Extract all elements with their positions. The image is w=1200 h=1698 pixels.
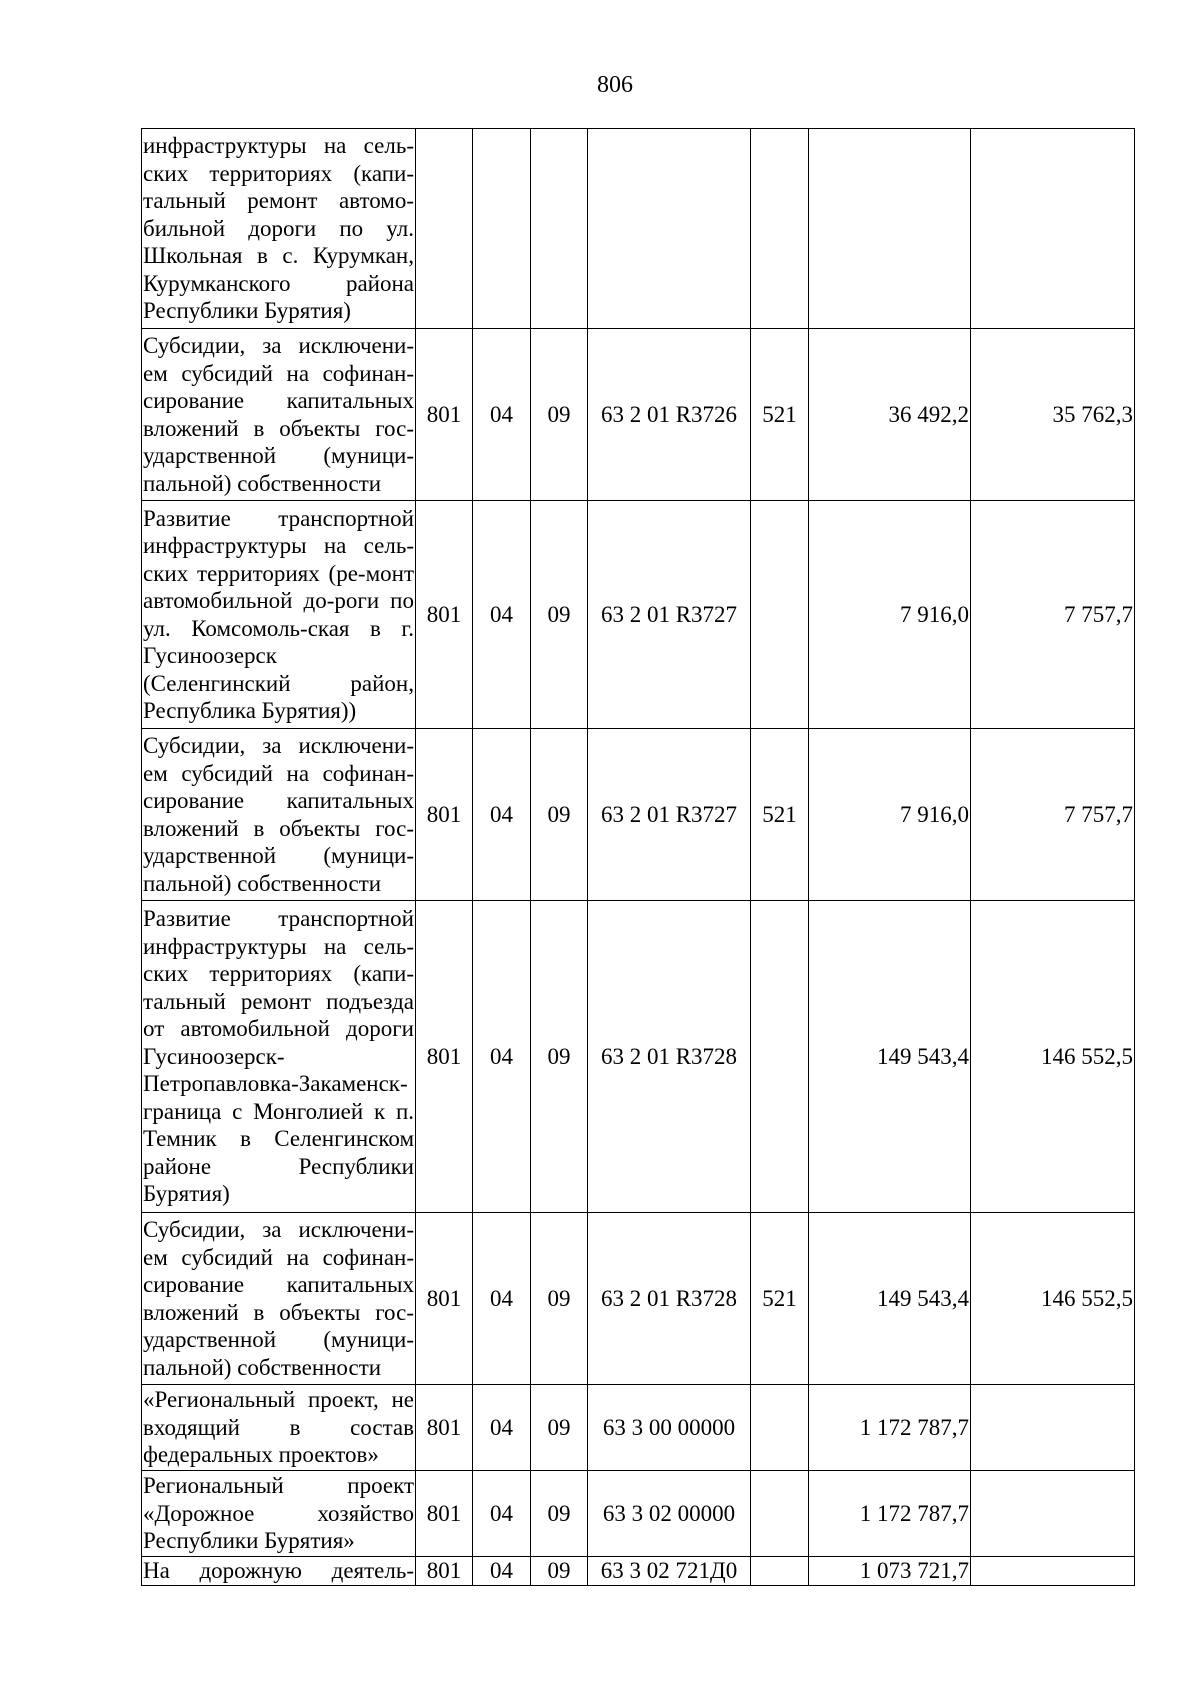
amount-year-1: 1 172 787,7 [809,1385,971,1471]
section-code: 04 [473,1471,531,1557]
expense-type-code: 521 [751,729,809,901]
section-code: 04 [473,901,531,1213]
target-article-code: 63 3 02 00000 [588,1471,751,1557]
table-row [142,501,1135,729]
table-row [142,329,1135,501]
amount-year-2: 146 552,5 [971,1213,1135,1385]
amount-year-2 [971,129,1135,329]
target-article-code: 63 2 01 R3728 [588,901,751,1213]
target-article-code: 63 2 01 R3727 [588,501,751,729]
table-row [142,1471,1135,1557]
amount-year-2 [971,1385,1135,1471]
expense-type-code [751,501,809,729]
amount-year-2: 35 762,3 [971,329,1135,501]
amount-year-1: 36 492,2 [809,329,971,501]
expense-type-code [751,1385,809,1471]
expense-type-code: 521 [751,1213,809,1385]
amount-year-1: 1 073 721,7 [809,1557,971,1586]
subsection-code: 09 [531,501,588,729]
ministry-code: 801 [416,901,473,1213]
table-row [142,1213,1135,1385]
ministry-code: 801 [416,1471,473,1557]
section-code: 04 [473,1213,531,1385]
section-code [473,129,531,329]
ministry-code: 801 [416,501,473,729]
row-description: Субсидии, за исключени-ем субсидий на софинан-сирование капитальных вложений в объекты гос-ударственной (муници-пальной) собственности [142,329,416,501]
ministry-code: 801 [416,1385,473,1471]
subsection-code [531,129,588,329]
expense-type-code [751,129,809,329]
expense-type-code [751,1557,809,1586]
section-code: 04 [473,1557,531,1586]
row-description: Субсидии, за исключени-ем субсидий на софинан-сирование капитальных вложений в объекты гос-ударственной (муници-пальной) собственности [142,1213,416,1385]
amount-year-1: 1 172 787,7 [809,1471,971,1557]
ministry-code [416,129,473,329]
subsection-code: 09 [531,1557,588,1586]
budget-table [141,128,1135,1586]
target-article-code: 63 2 01 R3727 [588,729,751,901]
row-description: «Региональный проект, не входящий в состав федеральных проектов» [142,1385,416,1471]
amount-year-2: 7 757,7 [971,501,1135,729]
subsection-code: 09 [531,1213,588,1385]
row-description: Развитие транспортной инфраструктуры на сель-ских территориях (ре-монт автомобильной до-роги по ул. Комсомоль-ская в г. Гусиноозерск (Селенгинский район, Республика Бурятия)) [142,501,416,729]
row-description: Региональный проект «Дорожное хозяйство Республики Бурятия» [142,1471,416,1557]
expense-type-code: 521 [751,329,809,501]
section-code: 04 [473,729,531,901]
expense-type-code [751,901,809,1213]
expense-type-code [751,1471,809,1557]
ministry-code: 801 [416,1557,473,1586]
row-description: Субсидии, за исключени-ем субсидий на софинан-сирование капитальных вложений в объекты гос-ударственной (муници-пальной) собственности [142,729,416,901]
amount-year-2 [971,1471,1135,1557]
page-number: 806 [597,72,633,98]
section-code: 04 [473,1385,531,1471]
amount-year-1: 7 916,0 [809,729,971,901]
subsection-code: 09 [531,329,588,501]
table-row [142,901,1135,1213]
amount-year-2: 7 757,7 [971,729,1135,901]
amount-year-1: 149 543,4 [809,1213,971,1385]
table-row [142,1557,1135,1586]
row-description: Развитие транспортной инфраструктуры на сель-ских территориях (капи-тальный ремонт подъезда от автомобильной дороги Гусиноозерск-Петропавловка-Закаменск-граница с Монголией к п. Темник в Селенгинском районе Республики Бурятия) [142,901,416,1213]
row-description: инфраструктуры на сель-ских территориях (капи-тальный ремонт автомо-бильной дороги по ул. Школьная в с. Курумкан, Курумканского района Республики Бурятия) [142,129,416,329]
amount-year-2 [971,1557,1135,1586]
target-article-code: 63 2 01 R3728 [588,1213,751,1385]
target-article-code [588,129,751,329]
table-row [142,729,1135,901]
target-article-code: 63 3 00 00000 [588,1385,751,1471]
row-description: На дорожную деятель- [142,1557,416,1586]
target-article-code: 63 2 01 R3726 [588,329,751,501]
table-row [142,129,1135,329]
section-code: 04 [473,329,531,501]
amount-year-1: 149 543,4 [809,901,971,1213]
ministry-code: 801 [416,729,473,901]
amount-year-1 [809,129,971,329]
table-row [142,1385,1135,1471]
ministry-code: 801 [416,329,473,501]
target-article-code: 63 3 02 721Д0 [588,1557,751,1586]
subsection-code: 09 [531,1471,588,1557]
section-code: 04 [473,501,531,729]
amount-year-2: 146 552,5 [971,901,1135,1213]
subsection-code: 09 [531,901,588,1213]
subsection-code: 09 [531,1385,588,1471]
amount-year-1: 7 916,0 [809,501,971,729]
subsection-code: 09 [531,729,588,901]
ministry-code: 801 [416,1213,473,1385]
